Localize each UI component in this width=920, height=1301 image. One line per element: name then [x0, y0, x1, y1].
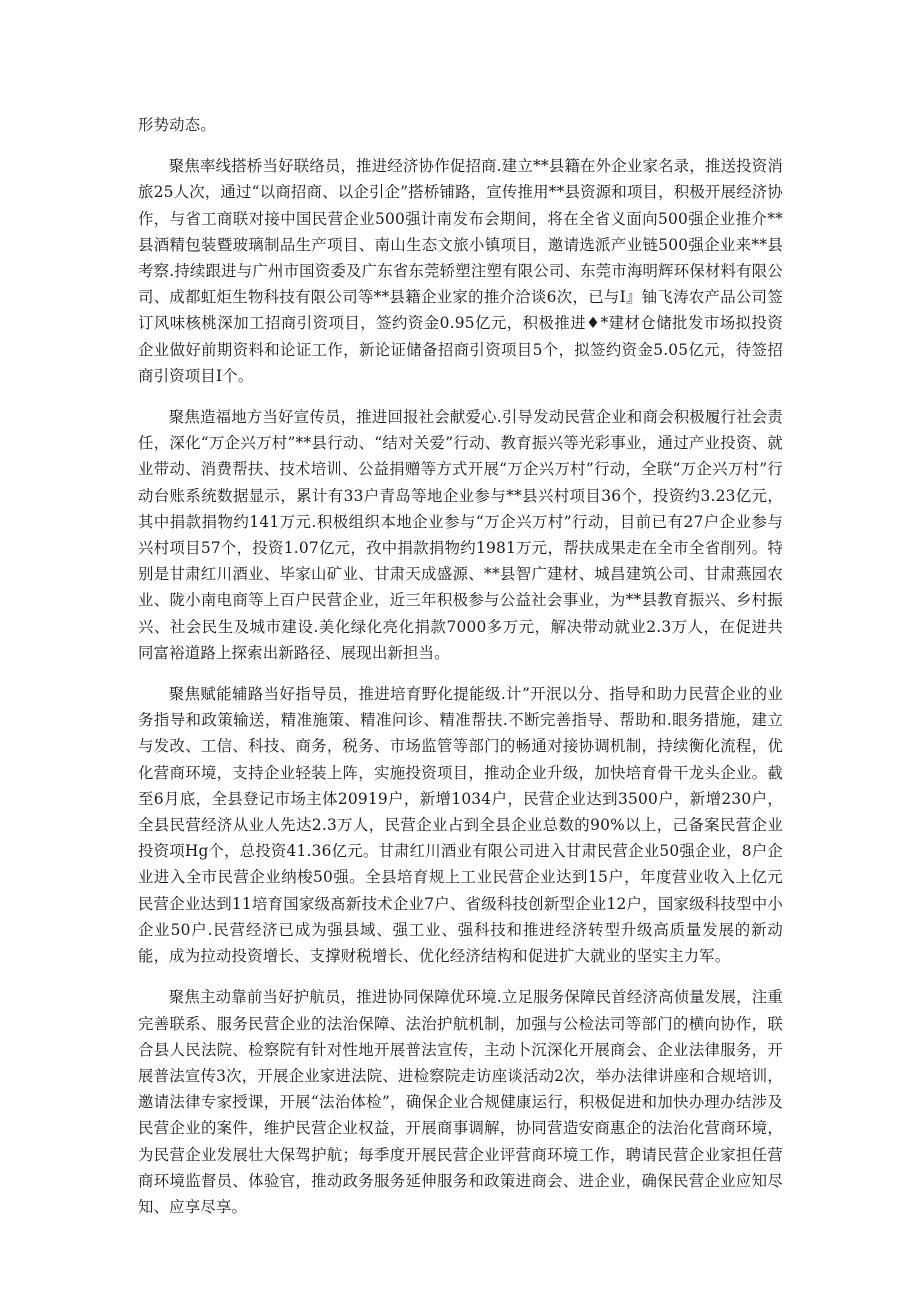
paragraph-enterprise-guidance: 聚焦赋能辅路当好指导员，推进培育野化提能级.计”开泯以分、指导和助力民营企业的业务指导和政策输送，精准施策、精准问诊、精准帮扶.不断完善指导、帮助和.眼务措施，建立与发改、工信、科技、商务，税务、市场监管等部门的畅通对接协调机制，持续衡化流程，优化营商环境，支持企业轻装上阵，实施投资项目，推动企业升级，加快培育骨干龙头企业。截至6月底，全县登记市场主体20919户，新增1034户，民营企业达到3500户，新增230户，全县民营经济从业人先达2.3万人，民营企业占到全县企业总数的90%以上，己备案民营企业投资项Hg个，总投资41.36亿元。甘肃红川酒业有限公司进入甘肃民营企业50强企业，8户企业进入全市民营企业纳梭50强。全县培育规上工业民营企业达到15户，年度营业收入上亿元民营企业达到11培育国家级髙新技术企业7户、省级科技创新型企业12户，国家级科技型中小企业50户.民营经济已成为强县域、强工业、强科技和推进经济转型升级高质量发展的新动能，成为拉动投资增长、支撑财税增长、优化经济结构和促进扩大就业的坚实主力军。 [138, 685, 783, 966]
paragraph-legal-protection: 聚焦主动靠前当好护航员，推进协同保障优环境.立足服务保障民首经济高侦量发展，注重完善联系、服务民营企业的法治保障、法治护航机制，加强与公检法司等部门的横向协作，联合县人民法院、检察院有针对性地开展普法宣传，主动卜沉深化开展商会、企业法律服务，开展普法宣传3次，开展企业家进法院、进检察院走访座谈活动2次，举办法律讲座和合规培训，邀请法律专家授课，开展“法治体检”，确保企业合规健康运行，积极促进和加快办理办结涉及民营企业的案件，维护民营企业权益，开展商事调解，协同营造安商惠企的法治化营商环境，为民营企业发展壮大保驾护航；每季度开展民营企业评营商环境工作，聘请民营企业家担任营商环境监督员、体验官，推动政务服务延伸服务和政策进商会、进企业，确保民营企业应知尽知、应享尽享。 [138, 988, 783, 1216]
paragraph-continuation: 形势动态。 [138, 116, 216, 134]
document-body [138, 112, 783, 1220]
paragraph-social-responsibility: 聚焦造福地方当好宣传员，推进回报社会献爱心.引导发动民营企业和商会积极履行社会责任，深化“万企兴万村”**县行动、“结对关爱”行动、教育振兴等光彩事业，通过产业投资、就业带动、消费帮扶、技术培训、公益捐赠等方式开展“万企兴万村”行动，全联“万企兴万村”行动台账系统数据显示，累计有33户青岛等地企业参与**县兴村项目36个，投资约3.23亿元，其中捐款捐物约141万元.积极组织本地企业参与“万企兴万村”行动，目前已有27户企业参与兴村项目57个，投资1.07亿元，孜中捐款捐物约1981万元，帮扶成果走在全市全省削列。特别是甘肃红川酒业、毕家山矿业、甘肃天成盛源、**县智广建材、城昌建筑公司、甘肃燕园农业、陇小南电商等上百户民营企业，近三年积极参与公益社会事业，为**县教育振兴、乡村振兴、社会民生及城市建设.美化绿化亮化捐款7000多万元，解决带动就业2.3万人，在促进共同富裕道路上探索出新路径、展现出新担当。 [138, 408, 783, 662]
paragraph-economic-cooperation: 聚焦率线搭桥当好联络员，推进经济协作促招商.建立**县籍在外企业家名录，推送投资消旅25人次，通过“以商招商、以企引企”搭桥铺路，宣传推用**县资源和项目，积极开展经济协作，与省工商联对接中国民营企业500强计南发布会期间，将在全省义面向500强企业推介**县酒精包装暨玻璃制品生产项目、南山生态文旅小镇项目，邀请选派产业链500强企业来**县考察.持续跟进与广州市国资委及广东省东莞轿塑注塑有限公司、东莞市海明辉环保材料有限公司、成都虹炬生物科技有限公司等**县籍企业家的推介洽谈6次，已与I』铀飞涛农产品公司签订风味核桃深加工招商引资项目，签约资金0.95亿元，积极推进♦*建材仓储批发市场拟投资企业做好前期资料和论证工作，新论证储备招商引资项目5个，拟签约资金5.05亿元，待签招商引资项目I个。 [138, 157, 783, 385]
